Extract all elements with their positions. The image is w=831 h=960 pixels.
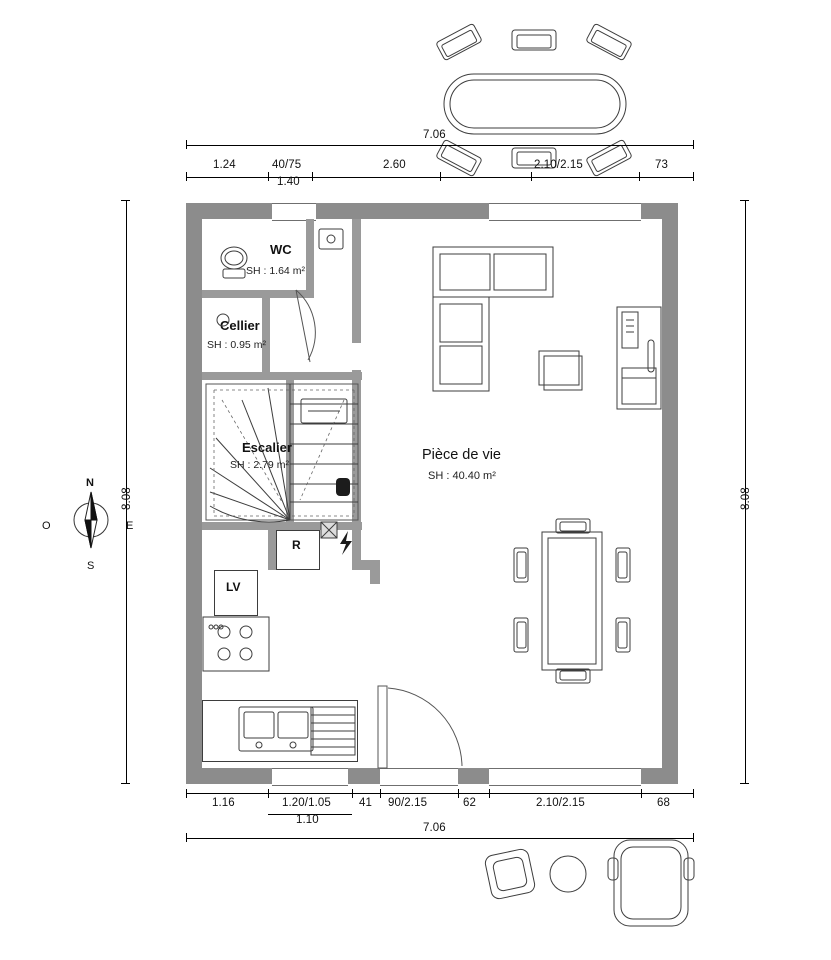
window-top-living	[489, 203, 641, 221]
sofa	[432, 246, 554, 392]
dim-tick	[458, 789, 459, 798]
dim-tick	[186, 172, 187, 181]
wall-left	[186, 203, 202, 784]
compass-north-label: N	[86, 477, 94, 489]
dim-bottom-6: 2.10/2.15	[536, 797, 585, 809]
dim-tick	[531, 172, 532, 181]
toilet-fixture	[216, 240, 252, 284]
dim-bottom-4: 90/2.15	[388, 797, 428, 809]
dim-bottom-total: 7.06	[423, 822, 446, 834]
room-area-wc: SH : 1.64 m²	[246, 265, 305, 277]
dim-tick	[186, 833, 187, 842]
dim-tick	[186, 140, 187, 149]
room-area-piece-de-vie: SH : 40.40 m²	[428, 470, 496, 482]
door-bottom-entry	[380, 768, 458, 786]
tv-unit	[616, 306, 662, 410]
wc-sink	[318, 228, 344, 252]
dim-tick	[740, 783, 749, 784]
partition-kitchen-hall	[268, 530, 276, 570]
wall-right	[662, 203, 678, 784]
wc-door-swing	[292, 288, 338, 374]
window-bottom-kitchen	[272, 768, 348, 786]
fridge-label: R	[292, 538, 301, 552]
outdoor-lounge-set-bottom	[484, 838, 696, 928]
partition-stub-hall-v	[370, 560, 380, 584]
partition-escalier-bottom	[202, 522, 362, 530]
room-label-cellier: Cellier	[220, 318, 260, 333]
dim-tick	[186, 789, 187, 798]
dim-bottom-5: 62	[463, 797, 476, 809]
compass-east-label: E	[126, 520, 134, 532]
dim-bottom-7: 68	[657, 797, 670, 809]
entry-door-swing	[376, 684, 466, 770]
dim-bottom-1: 1.16	[212, 797, 235, 809]
dim-bottom-3: 41	[359, 797, 372, 809]
dim-top-140: 1.40	[277, 176, 300, 188]
dim-tick	[268, 789, 269, 798]
dim-tick	[693, 140, 694, 149]
compass-west-label: O	[42, 520, 51, 532]
dim-top-1: 1.24	[213, 159, 236, 171]
dim-bottom-2: 1.20/1.05	[282, 797, 331, 809]
dim-tick	[639, 172, 640, 181]
room-label-piece-de-vie: Pièce de vie	[422, 447, 501, 463]
electricity-icon	[336, 530, 356, 556]
dim-top-3: 2.60	[383, 159, 406, 171]
dim-tick	[121, 200, 130, 201]
dim-tick	[440, 172, 441, 181]
dim-bottom-110: 1.10	[296, 814, 319, 826]
dim-tick	[740, 200, 749, 201]
dishwasher-label: LV	[226, 580, 241, 594]
window-bottom-living	[489, 768, 641, 786]
dim-bottom-seg-line	[186, 793, 694, 794]
stair-newel	[336, 478, 350, 496]
dim-top-4: 2.10/2.15	[534, 159, 583, 171]
dim-top-2: 40/75	[272, 159, 302, 171]
compass-south-label: S	[87, 560, 95, 572]
kitchen-sink	[238, 706, 314, 754]
dim-right-total: 8.08	[740, 487, 752, 510]
dining-table-set	[512, 518, 632, 684]
partition-wc-living	[352, 219, 361, 343]
room-area-cellier: SH : 0.95 m²	[207, 339, 266, 351]
dim-tick	[489, 789, 490, 798]
dim-tick	[380, 789, 381, 798]
dim-tick	[693, 172, 694, 181]
dim-top-5: 73	[655, 159, 668, 171]
dim-tick	[312, 172, 313, 181]
dim-tick	[121, 783, 130, 784]
room-label-escalier: Escalier	[242, 440, 292, 455]
room-label-wc: WC	[270, 242, 292, 257]
partition-wc-right	[306, 219, 314, 295]
room-area-escalier: SH : 2.79 m²	[230, 459, 289, 471]
coffee-table	[538, 350, 584, 392]
partition-cellier-escalier	[202, 372, 362, 380]
cellier-fixture-icon	[215, 312, 231, 328]
dim-top-total: 7.06	[423, 129, 446, 141]
partition-cellier-right	[262, 296, 270, 374]
dim-tick	[352, 789, 353, 798]
dim-tick	[641, 789, 642, 798]
dim-left-total: 8.08	[121, 487, 133, 510]
under-stair-unit	[300, 398, 348, 432]
outdoor-dining-set-top	[420, 28, 650, 173]
dim-top-total-line	[186, 145, 694, 146]
dim-tick	[693, 789, 694, 798]
kitchen-drawers	[310, 706, 356, 756]
cooktop	[202, 616, 270, 672]
